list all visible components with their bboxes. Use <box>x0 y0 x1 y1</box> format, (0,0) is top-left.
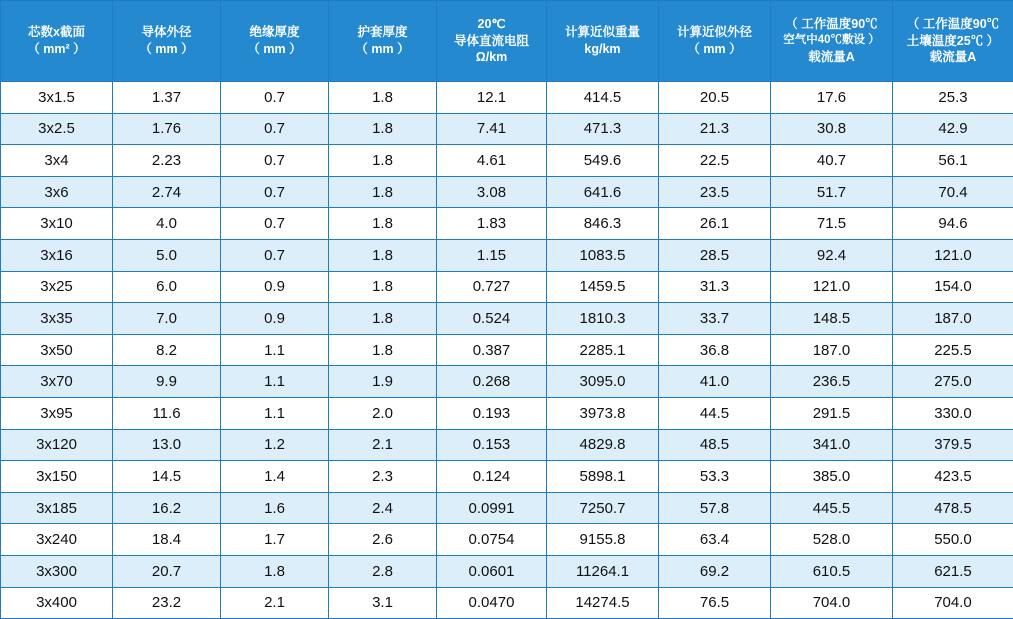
table-cell: 26.1 <box>659 208 771 240</box>
table-cell: 7.0 <box>113 303 221 335</box>
table-cell: 14274.5 <box>547 587 659 619</box>
table-cell: 3.1 <box>329 587 437 619</box>
table-row <box>1 461 1013 493</box>
table-cell: 1.7 <box>221 524 329 556</box>
table-body <box>1 82 1013 619</box>
row-spec-label: 3x10 <box>1 208 113 240</box>
table-cell: 549.6 <box>547 145 659 177</box>
table-cell: 11.6 <box>113 397 221 429</box>
table-header <box>1 1 1013 82</box>
table-cell: 1.8 <box>329 303 437 335</box>
table-cell: 11264.1 <box>547 555 659 587</box>
table-cell: 25.3 <box>893 82 1013 114</box>
column-header-line: 土壤温度25℃ ） <box>895 33 1011 50</box>
table-cell: 1.8 <box>329 113 437 145</box>
table-row <box>1 208 1013 240</box>
table-cell: 0.9 <box>221 271 329 303</box>
table-cell: 0.387 <box>437 334 547 366</box>
table-cell: 704.0 <box>893 587 1013 619</box>
row-spec-label: 3x150 <box>1 461 113 493</box>
column-header-line: （ mm ） <box>331 41 434 58</box>
column-header-line: 载流量A <box>895 49 1011 66</box>
column-header-line: （ mm ） <box>115 41 218 58</box>
table-cell: 528.0 <box>771 524 893 556</box>
column-header-line: 载流量A <box>773 49 890 66</box>
table-row <box>1 176 1013 208</box>
table-cell: 341.0 <box>771 429 893 461</box>
table-cell: 2.6 <box>329 524 437 556</box>
column-header-line: 计算近似重量 <box>549 24 656 41</box>
table-row <box>1 555 1013 587</box>
table-cell: 1.15 <box>437 239 547 271</box>
table-cell: 275.0 <box>893 366 1013 398</box>
table-cell: 2.8 <box>329 555 437 587</box>
table-cell: 3.08 <box>437 176 547 208</box>
column-header-line: （ 工作温度90℃ <box>773 16 890 33</box>
table-cell: 1.8 <box>329 176 437 208</box>
table-cell: 704.0 <box>771 587 893 619</box>
table-row <box>1 239 1013 271</box>
table-cell: 42.9 <box>893 113 1013 145</box>
table-cell: 5.0 <box>113 239 221 271</box>
table-row <box>1 113 1013 145</box>
table-cell: 31.3 <box>659 271 771 303</box>
table-cell: 48.5 <box>659 429 771 461</box>
table-cell: 610.5 <box>771 555 893 587</box>
table-cell: 76.5 <box>659 587 771 619</box>
table-cell: 5898.1 <box>547 461 659 493</box>
column-header-line: 20℃ <box>439 16 544 33</box>
table-cell: 2.3 <box>329 461 437 493</box>
row-spec-label: 3x70 <box>1 366 113 398</box>
table-cell: 1083.5 <box>547 239 659 271</box>
table-cell: 1.37 <box>113 82 221 114</box>
table-row <box>1 397 1013 429</box>
column-header-8 <box>893 1 1013 82</box>
row-spec-label: 3x1.5 <box>1 82 113 114</box>
table-cell: 2285.1 <box>547 334 659 366</box>
table-cell: 21.3 <box>659 113 771 145</box>
column-header-5 <box>547 1 659 82</box>
table-cell: 13.0 <box>113 429 221 461</box>
table-cell: 7.41 <box>437 113 547 145</box>
table-cell: 1.83 <box>437 208 547 240</box>
table-cell: 471.3 <box>547 113 659 145</box>
table-cell: 9155.8 <box>547 524 659 556</box>
column-header-line: （ 工作温度90℃ <box>895 16 1011 33</box>
column-header-line: kg/km <box>549 41 656 58</box>
table-cell: 1.2 <box>221 429 329 461</box>
table-cell: 0.7 <box>221 208 329 240</box>
column-header-6 <box>659 1 771 82</box>
row-spec-label: 3x6 <box>1 176 113 208</box>
table-cell: 550.0 <box>893 524 1013 556</box>
table-cell: 30.8 <box>771 113 893 145</box>
table-cell: 3973.8 <box>547 397 659 429</box>
column-header-line: 芯数x截面 <box>3 24 110 41</box>
table-cell: 4.61 <box>437 145 547 177</box>
table-cell: 56.1 <box>893 145 1013 177</box>
table-row <box>1 82 1013 114</box>
table-cell: 0.7 <box>221 82 329 114</box>
column-header-2 <box>221 1 329 82</box>
table-cell: 14.5 <box>113 461 221 493</box>
table-cell: 3095.0 <box>547 366 659 398</box>
table-cell: 0.268 <box>437 366 547 398</box>
table-cell: 225.5 <box>893 334 1013 366</box>
table-cell: 6.0 <box>113 271 221 303</box>
column-header-4 <box>437 1 547 82</box>
table-cell: 148.5 <box>771 303 893 335</box>
table-cell: 121.0 <box>893 239 1013 271</box>
table-cell: 0.0991 <box>437 492 547 524</box>
table-cell: 621.5 <box>893 555 1013 587</box>
table-cell: 0.7 <box>221 176 329 208</box>
table-cell: 1.8 <box>329 145 437 177</box>
table-cell: 23.2 <box>113 587 221 619</box>
table-cell: 18.4 <box>113 524 221 556</box>
table-row <box>1 587 1013 619</box>
table-row <box>1 366 1013 398</box>
table-row <box>1 492 1013 524</box>
table-cell: 7250.7 <box>547 492 659 524</box>
table-cell: 0.153 <box>437 429 547 461</box>
table-cell: 478.5 <box>893 492 1013 524</box>
table-cell: 63.4 <box>659 524 771 556</box>
table-cell: 1.8 <box>329 82 437 114</box>
table-row <box>1 524 1013 556</box>
row-spec-label: 3x400 <box>1 587 113 619</box>
table-cell: 8.2 <box>113 334 221 366</box>
row-spec-label: 3x185 <box>1 492 113 524</box>
table-cell: 20.5 <box>659 82 771 114</box>
table-cell: 1.6 <box>221 492 329 524</box>
row-spec-label: 3x240 <box>1 524 113 556</box>
table-cell: 33.7 <box>659 303 771 335</box>
column-header-line: 导体外径 <box>115 24 218 41</box>
table-cell: 17.6 <box>771 82 893 114</box>
table-cell: 0.7 <box>221 239 329 271</box>
table-cell: 236.5 <box>771 366 893 398</box>
table-cell: 1.8 <box>329 271 437 303</box>
table-row <box>1 429 1013 461</box>
column-header-line: （ mm ） <box>223 41 326 58</box>
table-cell: 2.0 <box>329 397 437 429</box>
table-cell: 2.74 <box>113 176 221 208</box>
table-cell: 1.8 <box>221 555 329 587</box>
table-cell: 71.5 <box>771 208 893 240</box>
table-cell: 4.0 <box>113 208 221 240</box>
table-cell: 53.3 <box>659 461 771 493</box>
table-cell: 16.2 <box>113 492 221 524</box>
column-header-line: 护套厚度 <box>331 24 434 41</box>
table-cell: 57.8 <box>659 492 771 524</box>
table-cell: 0.0470 <box>437 587 547 619</box>
table-cell: 28.5 <box>659 239 771 271</box>
table-cell: 330.0 <box>893 397 1013 429</box>
table-cell: 51.7 <box>771 176 893 208</box>
column-header-line: （ mm ） <box>661 41 768 58</box>
table-cell: 641.6 <box>547 176 659 208</box>
table-cell: 69.2 <box>659 555 771 587</box>
table-cell: 291.5 <box>771 397 893 429</box>
table-cell: 414.5 <box>547 82 659 114</box>
table-cell: 1.9 <box>329 366 437 398</box>
table-cell: 1.1 <box>221 366 329 398</box>
table-cell: 0.727 <box>437 271 547 303</box>
row-spec-label: 3x300 <box>1 555 113 587</box>
table-cell: 23.5 <box>659 176 771 208</box>
table-cell: 1.1 <box>221 334 329 366</box>
row-spec-label: 3x4 <box>1 145 113 177</box>
table-cell: 1.76 <box>113 113 221 145</box>
row-spec-label: 3x120 <box>1 429 113 461</box>
column-header-3 <box>329 1 437 82</box>
table-cell: 0.193 <box>437 397 547 429</box>
table-cell: 0.7 <box>221 145 329 177</box>
column-header-line: Ω/km <box>439 49 544 66</box>
row-spec-label: 3x16 <box>1 239 113 271</box>
table-cell: 0.9 <box>221 303 329 335</box>
table-cell: 44.5 <box>659 397 771 429</box>
table-cell: 0.0754 <box>437 524 547 556</box>
table-cell: 385.0 <box>771 461 893 493</box>
table-cell: 40.7 <box>771 145 893 177</box>
table-cell: 379.5 <box>893 429 1013 461</box>
table-cell: 1.1 <box>221 397 329 429</box>
column-header-line: 空气中40℃敷设 ） <box>773 33 890 49</box>
row-spec-label: 3x2.5 <box>1 113 113 145</box>
header-row <box>1 1 1013 82</box>
row-spec-label: 3x25 <box>1 271 113 303</box>
column-header-line: 导体直流电阻 <box>439 33 544 50</box>
table-cell: 22.5 <box>659 145 771 177</box>
table-row <box>1 334 1013 366</box>
column-header-0 <box>1 1 113 82</box>
table-cell: 0.0601 <box>437 555 547 587</box>
table-cell: 1.8 <box>329 239 437 271</box>
table-cell: 0.524 <box>437 303 547 335</box>
table-row <box>1 271 1013 303</box>
table-cell: 1.8 <box>329 334 437 366</box>
table-cell: 94.6 <box>893 208 1013 240</box>
table-cell: 2.1 <box>221 587 329 619</box>
table-cell: 9.9 <box>113 366 221 398</box>
column-header-line: 计算近似外径 <box>661 24 768 41</box>
row-spec-label: 3x95 <box>1 397 113 429</box>
table-cell: 20.7 <box>113 555 221 587</box>
table-cell: 121.0 <box>771 271 893 303</box>
table-cell: 36.8 <box>659 334 771 366</box>
table-cell: 187.0 <box>893 303 1013 335</box>
row-spec-label: 3x35 <box>1 303 113 335</box>
table-cell: 70.4 <box>893 176 1013 208</box>
table-row <box>1 145 1013 177</box>
column-header-line: 绝缘厚度 <box>223 24 326 41</box>
table-cell: 4829.8 <box>547 429 659 461</box>
table-cell: 92.4 <box>771 239 893 271</box>
column-header-1 <box>113 1 221 82</box>
table-cell: 1.4 <box>221 461 329 493</box>
table-cell: 41.0 <box>659 366 771 398</box>
table-cell: 2.1 <box>329 429 437 461</box>
column-header-line: （ mm² ） <box>3 41 110 58</box>
table-cell: 1459.5 <box>547 271 659 303</box>
table-row <box>1 303 1013 335</box>
table-cell: 2.4 <box>329 492 437 524</box>
table-cell: 0.124 <box>437 461 547 493</box>
table-cell: 2.23 <box>113 145 221 177</box>
table-cell: 1810.3 <box>547 303 659 335</box>
table-cell: 154.0 <box>893 271 1013 303</box>
row-spec-label: 3x50 <box>1 334 113 366</box>
table-cell: 0.7 <box>221 113 329 145</box>
table-cell: 187.0 <box>771 334 893 366</box>
column-header-7 <box>771 1 893 82</box>
table-cell: 846.3 <box>547 208 659 240</box>
table-cell: 445.5 <box>771 492 893 524</box>
table-cell: 423.5 <box>893 461 1013 493</box>
table-cell: 1.8 <box>329 208 437 240</box>
table-cell: 12.1 <box>437 82 547 114</box>
